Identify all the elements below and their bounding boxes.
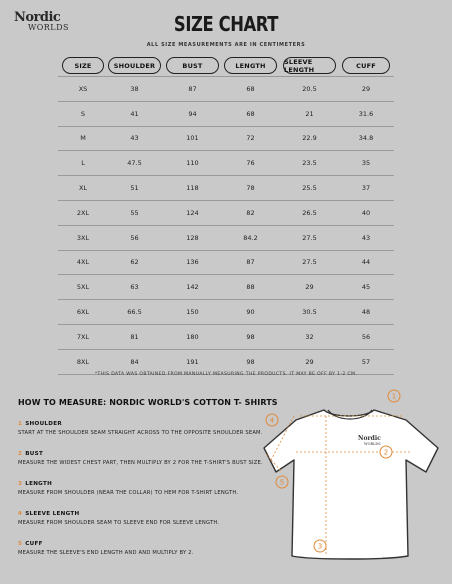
table-cell: 94: [188, 109, 197, 118]
table-cell: 43: [130, 134, 139, 143]
measure-description: MEASURE THE SLEEVE'S END LENGTH AND AND MULTIPLY BY 2.: [18, 550, 194, 556]
size-table-header: [0, 57, 452, 75]
table-cell: 81: [130, 332, 139, 341]
measure-number: 3: [18, 481, 23, 487]
table-cell: 87: [246, 258, 255, 267]
table-cell: L: [81, 159, 85, 168]
svg-text:2: 2: [383, 448, 389, 457]
footnote: *THIS DATA WAS OBTAINED FROM MANUALLY MEASURING THE PRODUCTS. IT MAY BE OFF BY 1-2 CM.: [94, 372, 358, 377]
table-cell: 35: [361, 159, 371, 168]
table-cell: 90: [246, 308, 255, 317]
page-subtitle: ALL SIZE MEASUREMENTS ARE IN CENTIMETERS: [146, 42, 306, 48]
svg-text:5: 5: [279, 478, 285, 487]
table-row: [58, 201, 394, 226]
table-cell: 30.5: [302, 308, 317, 317]
measure-description: START AT THE SHOULDER SEAM STRAIGHT ACROSS TO THE OPPOSITE SHOULDER SEAM.: [18, 430, 263, 436]
column-header-bust: BUST: [166, 57, 219, 74]
table-row: [58, 350, 394, 375]
table-cell: 56: [130, 233, 139, 242]
brand-logo-line2: WORLDS: [28, 23, 70, 32]
table-cell: 150: [186, 308, 199, 317]
table-cell: 29: [361, 84, 371, 93]
table-cell: 29: [305, 357, 314, 366]
measure-description: MEASURE FROM SHOULDER (NEAR THE COLLAR) TO HEM FOR T-SHIRT LENGTH.: [18, 490, 239, 496]
table-cell: 29: [305, 283, 314, 292]
table-cell: 8XL: [76, 357, 90, 366]
column-header-shoulder: SHOULDER: [108, 57, 161, 74]
table-cell: 128: [186, 233, 199, 242]
table-cell: 87: [188, 84, 197, 93]
how-to-measure-title: HOW TO MEASURE: NORDIC WORLD'S COTTON T- SHIRTS: [18, 398, 278, 407]
table-cell: 57: [361, 357, 371, 366]
table-row: [58, 226, 394, 251]
table-cell: 98: [246, 332, 255, 341]
table-cell: 3XL: [76, 233, 90, 242]
table-cell: 48: [361, 308, 371, 317]
table-cell: 84.2: [243, 233, 258, 242]
table-cell: 68: [246, 109, 255, 118]
table-cell: 47.5: [127, 159, 142, 168]
table-cell: 41: [130, 109, 139, 118]
table-cell: 22.9: [302, 134, 317, 143]
measure-item: [18, 481, 268, 496]
table-cell: 84: [130, 357, 139, 366]
measure-number: 5: [18, 541, 23, 547]
column-header-sleeve-length: SLEEVE LENGTH: [283, 57, 336, 74]
table-cell: M: [80, 134, 86, 143]
table-cell: 20.5: [302, 84, 317, 93]
column-header-size: SIZE: [62, 57, 104, 74]
table-row: [58, 275, 394, 300]
measure-label: SHOULDER: [25, 421, 62, 427]
table-cell: 76: [246, 159, 255, 168]
table-cell: 180: [186, 332, 199, 341]
measure-number: 4: [18, 511, 23, 517]
measure-name: [18, 421, 268, 427]
svg-text:3: 3: [317, 542, 323, 551]
measure-label: BUST: [25, 451, 44, 457]
table-cell: 25.5: [302, 184, 317, 193]
measure-label: LENGTH: [25, 481, 53, 487]
table-cell: 21: [305, 109, 314, 118]
shirt-logo-line2: WORLDS: [364, 442, 381, 446]
table-cell: 118: [186, 184, 199, 193]
shirt-logo-line1: Nordic: [358, 435, 381, 442]
column-header-cuff: CUFF: [342, 57, 390, 74]
svg-text:1: 1: [391, 392, 397, 401]
table-cell: 27.5: [302, 258, 317, 267]
table-cell: 34.8: [358, 134, 374, 143]
table-cell: 62: [130, 258, 139, 267]
table-cell: 66.5: [127, 308, 142, 317]
table-cell: 101: [186, 134, 199, 143]
table-cell: 88: [246, 283, 255, 292]
table-cell: 68: [246, 84, 255, 93]
table-cell: 2XL: [76, 208, 90, 217]
table-row: [58, 176, 394, 201]
marker-4: [266, 414, 278, 426]
table-cell: 40: [361, 208, 371, 217]
table-cell: 5XL: [76, 283, 90, 292]
table-cell: 31.6: [358, 109, 374, 118]
marker-1: [388, 390, 400, 402]
table-cell: 27.5: [302, 233, 317, 242]
table-cell: 43: [361, 233, 371, 242]
measure-name: [18, 481, 268, 487]
table-cell: XL: [78, 184, 88, 193]
table-cell: 38: [130, 84, 139, 93]
table-cell: 124: [186, 208, 199, 217]
measure-item: [18, 451, 268, 466]
table-row: [58, 76, 394, 102]
table-cell: 32: [305, 332, 314, 341]
measure-name: [18, 451, 268, 457]
measure-name: [18, 511, 268, 517]
marker-5: [276, 476, 288, 488]
table-cell: 37: [361, 184, 371, 193]
table-cell: 6XL: [76, 308, 90, 317]
table-cell: S: [80, 109, 86, 118]
table-row: [58, 300, 394, 325]
column-header-length: LENGTH: [224, 57, 277, 74]
table-cell: 191: [186, 357, 199, 366]
table-cell: 44: [361, 258, 371, 267]
table-cell: 98: [246, 357, 255, 366]
measure-number: 2: [18, 451, 23, 457]
table-cell: 72: [246, 134, 255, 143]
page-title: SIZE CHART: [173, 12, 279, 36]
table-row: [58, 102, 394, 127]
table-row: [58, 127, 394, 152]
marker-2: [380, 446, 392, 458]
measure-number: 1: [18, 421, 23, 427]
table-cell: XS: [78, 84, 88, 93]
measure-item: [18, 541, 268, 556]
table-row: [58, 251, 394, 276]
measure-description: MEASURE THE WIDEST CHEST PART, THEN MULTIPLY BY 2 FOR THE T-SHIRT'S BUST SIZE.: [18, 460, 263, 466]
table-cell: 7XL: [76, 332, 90, 341]
table-cell: 82: [246, 208, 255, 217]
table-cell: 4XL: [76, 258, 90, 267]
table-cell: 110: [186, 159, 199, 168]
measure-name: [18, 541, 268, 547]
measure-item: [18, 511, 268, 526]
table-row: [58, 151, 394, 176]
table-cell: 45: [361, 283, 371, 292]
table-cell: 63: [130, 283, 139, 292]
table-cell: 78: [246, 184, 255, 193]
size-table-body: [58, 76, 394, 375]
table-cell: 55: [130, 208, 139, 217]
table-cell: 142: [186, 283, 199, 292]
table-cell: 136: [186, 258, 199, 267]
measure-description: MEASURE FROM SHOULDER SEAM TO SLEEVE END FOR SLEEVE LENGTH.: [18, 520, 220, 526]
table-cell: 23.5: [302, 159, 317, 168]
table-cell: 51: [130, 184, 139, 193]
table-row: [58, 325, 394, 350]
measure-label: SLEEVE LENGTH: [25, 511, 80, 517]
marker-3: [314, 540, 326, 552]
tshirt-measure-diagram: [262, 388, 442, 570]
table-cell: 56: [361, 332, 371, 341]
brand-logo-line1: Nordic: [14, 10, 61, 25]
tshirt-outline: [264, 410, 438, 559]
measure-item: [18, 421, 268, 436]
table-cell: 26.5: [302, 208, 317, 217]
measure-label: CUFF: [25, 541, 43, 547]
svg-text:4: 4: [269, 416, 275, 425]
